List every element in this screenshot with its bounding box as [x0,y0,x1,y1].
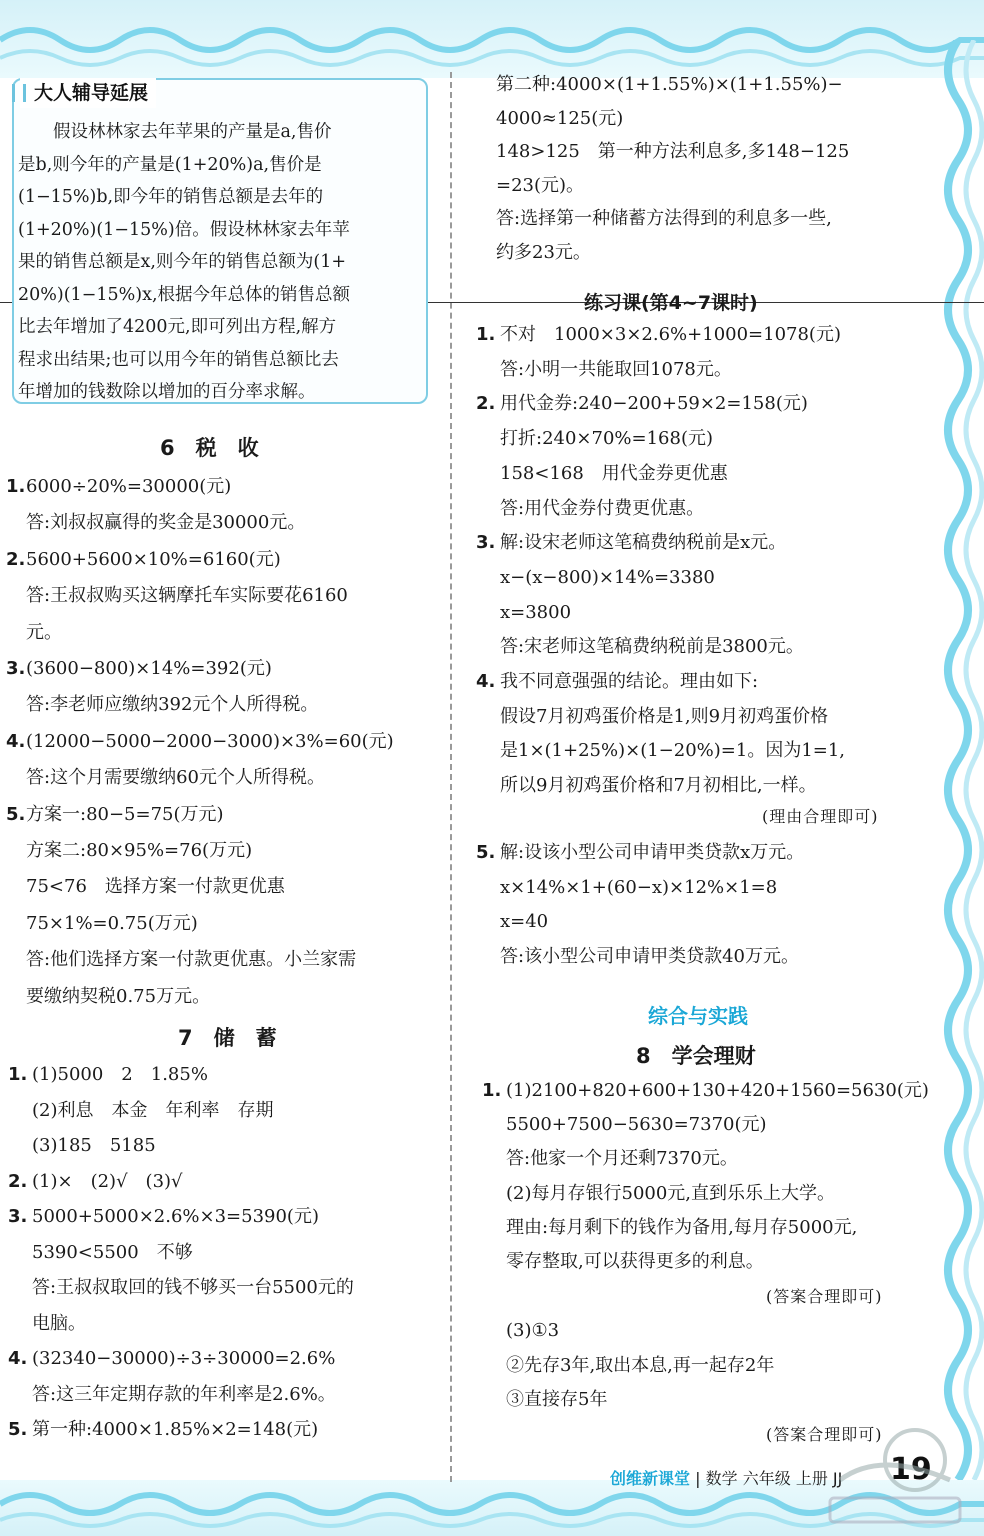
answer-line: 方案一:80−5=75(万元) [26,803,224,825]
answer-line: 答:李老师应缴纳392元个人所得税。 [26,694,319,716]
parent-guidance-title: 大人辅导延展 [34,82,149,104]
right-wave-border [932,40,984,1490]
answer-line: 答:选择第一种储蓄方法得到的利息多一些, [496,208,832,230]
answer-line: 答:小明一共能取回1078元。 [500,358,732,380]
answer-line: 75<76 选择方案一付款更优惠 [26,876,285,898]
page-number: 19 [890,1452,932,1487]
answer-line: 6000÷20%=30000(元) [26,476,232,497]
answer-line: 答:刘叔叔赢得的奖金是30000元。 [26,512,306,534]
footer-grade: 六年级 [742,1469,791,1488]
answer-line: ③直接存5年 [506,1389,608,1410]
comprehensive-practice-title: 综合与实践 [648,1004,748,1028]
answer-line: (12000−5000−2000−3000)×3%=60(元) [26,730,394,752]
answer-line: 答:用代金券付费更优惠。 [500,497,705,519]
tag-bar-icon [12,84,26,102]
question-number: 1. [8,1064,28,1085]
answer-line: (32340−30000)÷3÷30000=2.6% [32,1348,336,1369]
guidance-line: 假设林林家去年苹果的产量是a,售价 [18,122,332,142]
watermark-logo-icon [820,1420,970,1530]
guidance-line: 果的销售总额是x,则今年的销售总额为(1+ [18,252,347,272]
question-number: 2. [6,548,26,570]
answer-line: 5600+5600×10%=6160(元) [26,548,281,570]
question-number: 3. [8,1206,28,1227]
parent-guidance-text [18,116,422,409]
guidance-line: (1+20%)(1−15%)倍。假设林林家去年苹 [18,219,350,240]
answer-line: 答:王叔叔购买这辆摩托车实际要花6160 [26,585,348,607]
answer-line: 答:这三年定期存款的年利率是2.6%。 [32,1383,336,1405]
answer-line: 理由:每月剩下的钱作为备用,每月存5000元, [506,1216,858,1238]
answer-line: x×14%×1+(60−x)×12%×1=8 [500,876,778,898]
guidance-line: (1−15%)b,即今年的销售总额是去年的 [18,187,324,207]
answer-line: 元。 [26,621,62,643]
answer-line: 假设7月初鸡蛋价格是1,则9月初鸡蛋价格 [500,705,829,727]
answer-line: x−(x−800)×14%=3380 [500,566,715,588]
answer-line: (2)每月存银行5000元,直到乐乐上大学。 [506,1182,836,1204]
answer-line: 所以9月初鸡蛋价格和7月初相比,一样。 [500,775,817,797]
column-divider [450,72,452,1482]
section-8-title: 8 学会理财 [636,1044,756,1068]
question-number: 4. [476,671,496,692]
question-number: 4. [6,730,26,752]
answer-line: 解:设该小型公司申请甲类贷款x万元。 [500,842,805,863]
answer-line: 第一种:4000×1.85%×2=148(元) [32,1419,319,1440]
answer-line: 答:该小型公司申请甲类贷款40万元。 [500,945,799,967]
answer-line: 4000≈125(元) [496,107,624,129]
question-number: 5. [476,842,496,863]
answer-line: x=3800 [500,601,572,623]
question-number: 1. [476,324,496,345]
answer-line: 是1×(1+25%)×(1−20%)=1。因为1=1, [500,740,846,762]
answer-line: 不对 1000×3×2.6%+1000=1078(元) [500,324,841,345]
question-number: 3. [6,658,26,679]
footer-volume: 上册 [795,1469,828,1488]
answer-line: 方案二:80×95%=76(万元) [26,840,253,861]
answer-line: (1)5000 2 1.85% [32,1064,208,1085]
answer-line: (3)185 5185 [32,1135,156,1156]
guidance-line: 程求出结果;也可以用今年的销售总额比去 [18,349,339,370]
answer-line: 5390<5500 不够 [32,1241,193,1263]
answer-line: 我不同意强强的结论。理由如下: [500,671,759,692]
answer-line: 要缴纳契税0.75万元。 [26,985,211,1007]
question-number: 3. [476,532,496,554]
top-wave-border [0,0,984,78]
answer-line: (3600−800)×14%=392(元) [26,658,272,679]
practice-title: 练习课(第4~7课时) [584,292,758,314]
answer-line: =23(元)。 [496,174,585,196]
section-7-title: 7 储 蓄 [178,1026,277,1050]
answer-line: 打折:240×70%=168(元) [500,428,713,450]
guidance-line: 20%)(1−15%)x,根据今年总体的销售总额 [18,284,351,305]
answer-line: 5000+5000×2.6%×3=5390(元) [32,1206,319,1227]
footer-separator: | [695,1469,701,1488]
answer-line: 约多23元。 [496,242,591,263]
question-number: 5. [8,1419,28,1440]
question-number: 2. [476,393,496,415]
answer-line: x=40 [500,911,549,932]
answer-line: 答:他家一个月还剩7370元。 [506,1148,738,1170]
parent-guidance-tag [20,78,156,108]
question-number: 4. [8,1348,28,1369]
parent-guidance-box [12,78,428,404]
answer-line: ②先存3年,取出本息,再一起存2年 [506,1354,775,1376]
answer-line: 158<168 用代金券更优惠 [500,462,728,484]
section-6-title: 6 税 收 [160,436,259,460]
note-answer-2: (答案合理即可) [766,1425,883,1444]
answer-line: 解:设宋老师这笔稿费纳税前是x元。 [500,532,787,554]
footer-edition: JJ [832,1469,843,1488]
footer-subject: 数学 [705,1469,738,1488]
guidance-line: 是b,则今年的产量是(1+20%)a,售价是 [18,154,322,175]
note-answer-1: (答案合理即可) [766,1287,883,1306]
guidance-line: 年增加的钱数除以增加的百分率求解。 [18,382,316,402]
answer-line: (3)①3 [506,1320,560,1341]
question-number: 5. [6,803,26,825]
note-reason: (理由合理即可) [762,807,879,826]
answer-line: (2)利息 本金 年利率 存期 [32,1099,274,1121]
answer-line: 答:他们选择方案一付款更优惠。小兰家需 [26,949,357,971]
answer-line: 第二种:4000×(1+1.55%)×(1+1.55%)− [496,74,843,95]
answer-line: 电脑。 [32,1312,86,1334]
question-number: 2. [8,1170,28,1192]
footer [610,1466,842,1489]
answer-line: (1)× (2)√ (3)√ [32,1170,183,1192]
answer-line: 用代金券:240−200+59×2=158(元) [500,393,808,415]
answer-line: 答:宋老师这笔稿费纳税前是3800元。 [500,636,804,658]
guidance-line: 比去年增加了4200元,即可列出方程,解方 [18,317,337,337]
footer-brand: 创维新课堂 [610,1469,691,1488]
answer-line: (1)2100+820+600+130+420+1560=5630(元) [506,1080,929,1101]
answer-line: 答:王叔叔取回的钱不够买一台5500元的 [32,1277,354,1298]
answer-line: 148>125 第一种方法利息多,多148−125 [496,141,850,163]
question-number: 1. [6,476,26,497]
answer-line: 5500+7500−5630=7370(元) [506,1114,767,1136]
answer-line: 零存整取,可以获得更多的利息。 [506,1251,764,1272]
answer-line: 75×1%=0.75(万元) [26,912,198,934]
answer-line: 答:这个月需要缴纳60元个人所得税。 [26,767,325,789]
question-number: 1. [482,1080,502,1101]
